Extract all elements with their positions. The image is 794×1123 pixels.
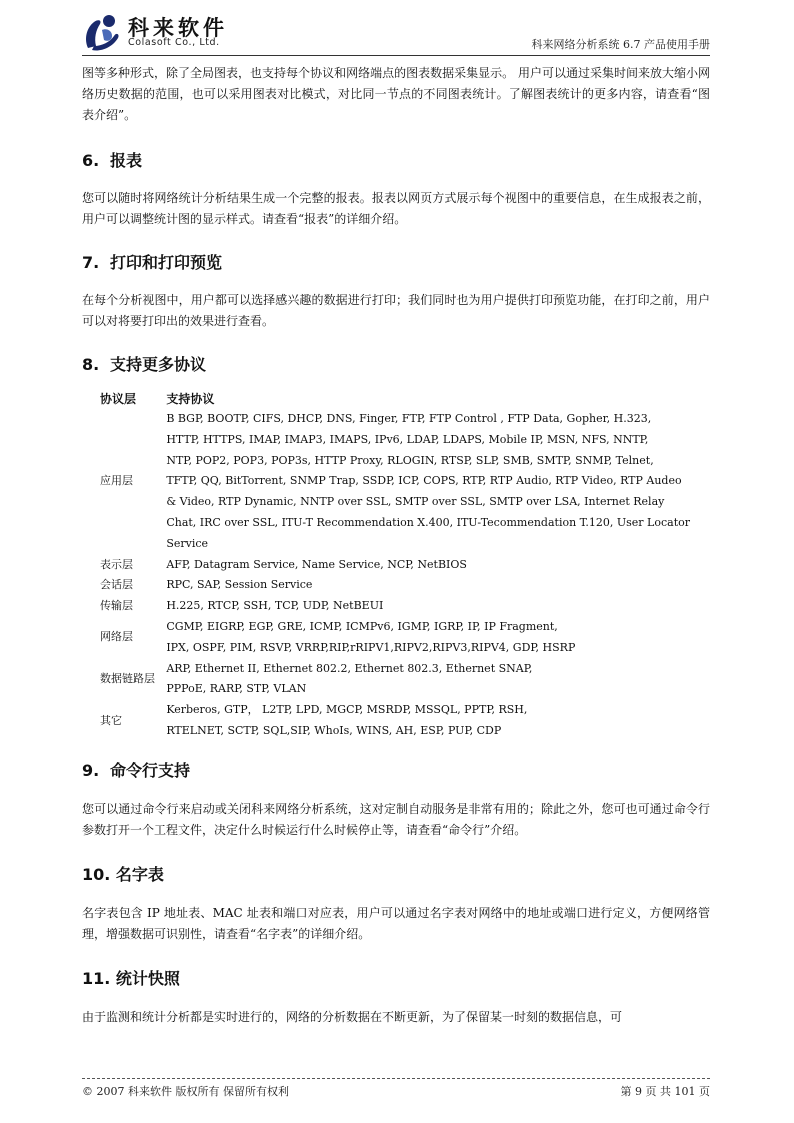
intro-paragraph: 图等多种形式，除了全局图表，也支持每个协议和网络端点的图表数据采集显示。 用户可以通过采集时间来放大缩小网络历史数据的范围，也可以采用图表对比模式，对比同一节点的不同图表统计。了解图表统计的更多内容，请查看“图表介绍”。	[82, 66, 710, 122]
section-paragraph: 您可以随时将网络统计分析结果生成一个完整的报表。报表以网页方式展示每个视图中的重要信息，在生成报表之前，用户可以调整统计图的显示样式。请查看“报表”的详细介绍。	[82, 191, 710, 226]
section-number: 6.	[82, 151, 100, 170]
protocol-line: RPC, SAP, Session Service	[166, 578, 313, 592]
protocol-line: IPX, OSPF, PIM, RSVP, VRRP,RIP,rRIPV1,RIPV2,RIPV3,RIPV4, GDP, HSRP	[166, 640, 576, 654]
protocol-line: Service	[166, 536, 209, 550]
section-number: 7.	[82, 253, 100, 272]
layer-cell: 传输层	[100, 599, 133, 613]
protocol-line: Kerberos, GTP， L2TP, LPD, MGCP, MSRDP, MSSQL, PPTP, RSH,	[166, 703, 528, 717]
protocol-line: CGMP, EIGRP, EGP, GRE, ICMP, ICMPv6, IGMP, IGRP, IP, IP Fragment,	[166, 619, 558, 633]
protocol-line: ARP, Ethernet II, Ethernet 802.2, Ethernet 802.3, Ethernet SNAP,	[166, 661, 533, 675]
protocols-cell	[166, 659, 690, 701]
layer-cell: 会话层	[100, 578, 133, 592]
logo-text-cn: 科来软件	[128, 16, 228, 40]
layer-cell: 其它	[100, 713, 122, 727]
protocol-line: TFTP, QQ, BitTorrent, SNMP Trap, SSDP, ICP, COPS, RTP, RTP Audio, RTP Video, RTP Audeo	[166, 474, 682, 488]
footer-divider	[82, 1078, 710, 1079]
section-heading-9	[82, 758, 710, 781]
table-row	[100, 617, 690, 659]
protocol-line: Chat, IRC over SSL, ITU-T Recommendation X.400, ITU-Tecommendation T.120, User Locator	[166, 515, 690, 529]
section-title: 打印和打印预览	[110, 253, 223, 272]
section-title: 命令行支持	[110, 760, 191, 780]
section-paragraph: 您可以通过命令行来启动或关闭科来网络分析系统，这对定制自动服务是非常有用的；除此之外，您可也可通过命令行参数打开一个工程文件，决定什么时候运行什么时候停止等，请查看“命令行”介绍。	[82, 801, 710, 837]
section-heading-10	[82, 862, 710, 885]
table-header-row	[100, 389, 690, 409]
section-heading-6	[82, 148, 710, 171]
protocols-cell	[166, 555, 690, 576]
header-title: 科来网络分析系统 6.7 产品使用手册	[531, 38, 710, 51]
table-row	[100, 596, 690, 617]
protocol-table	[100, 389, 690, 742]
logo-text-en: Colasoft Co., Ltd.	[128, 37, 220, 48]
table-row	[100, 659, 690, 701]
section-heading-7	[82, 250, 710, 273]
protocols-cell	[166, 617, 690, 659]
protocols-cell	[166, 575, 690, 596]
section-paragraph: 名字表包含 IP 地址表、MAC 址表和端口对应表，用户可以通过名字表对网络中的地址或端口进行定义，方便网络管理，增强数据可识别性，请查看“名字表”的详细介绍。	[82, 905, 710, 941]
section-paragraph: 在每个分析视图中，用户都可以选择感兴趣的数据进行打印；我们同时也为用户提供打印预览功能，在打印之前，用户可以对将要打印出的效果进行查看。	[82, 293, 710, 328]
layer-cell: 应用层	[100, 474, 133, 488]
protocol-line: B BGP, BOOTP, CIFS, DHCP, DNS, Finger, FTP, FTP Control , FTP Data, Gopher, H.323,	[166, 412, 652, 425]
table-row	[100, 555, 690, 576]
protocol-line: AFP, Datagram Service, Name Service, NCP, NetBIOS	[166, 557, 467, 571]
section-number: 11.	[82, 968, 111, 988]
protocol-line: HTTP, HTTPS, IMAP, IMAP3, IMAPS, IPv6, LDAP, LDAPS, Mobile IP, MSN, NFS, NNTP,	[166, 432, 649, 446]
page-content	[82, 63, 710, 1028]
protocol-line: H.225, RTCP, SSH, TCP, UDP, NetBEUI	[166, 599, 384, 613]
table-row	[100, 575, 690, 596]
protocols-cell	[166, 409, 690, 555]
column-header-protocols: 支持协议	[166, 392, 215, 406]
layer-cell: 表示层	[100, 557, 133, 571]
table-row	[100, 409, 690, 555]
colasoft-logo-icon	[82, 10, 122, 52]
section-heading-11	[82, 966, 710, 989]
protocols-cell	[166, 596, 690, 617]
section-title: 统计快照	[115, 968, 180, 988]
header-divider	[82, 55, 710, 56]
layer-cell: 数据链路层	[100, 671, 155, 685]
section-title: 报表	[110, 151, 143, 170]
table-row	[100, 700, 690, 742]
column-header-layer: 协议层	[100, 392, 137, 406]
section-number: 8.	[82, 355, 100, 374]
section-paragraph: 由于监测和统计分析都是实时进行的，网络的分析数据在不断更新，为了保留某一时刻的数据信息，可	[82, 1009, 623, 1024]
footer-page-number: 第 9 页 共 101 页	[620, 1085, 710, 1098]
protocol-line: & Video, RTP Dynamic, NNTP over SSL, SMTP over SSL, SMTP over LSA, Internet Relay	[166, 495, 665, 509]
section-title: 名字表	[115, 864, 164, 884]
protocol-line: PPPoE, RARP, STP, VLAN	[166, 682, 307, 696]
footer-copyright: © 2007 科来软件 版权所有 保留所有权利	[82, 1085, 289, 1098]
section-number: 10.	[82, 864, 111, 884]
protocols-cell	[166, 700, 690, 742]
protocol-line: RTELNET, SCTP, SQL,SIP, WhoIs, WINS, AH, ESP, PUP, CDP	[166, 723, 502, 737]
section-number: 9.	[82, 760, 100, 780]
section-heading-8	[82, 352, 710, 375]
page-header	[82, 10, 710, 56]
section-title: 支持更多协议	[110, 355, 207, 374]
layer-cell: 网络层	[100, 630, 133, 644]
protocol-line: NTP, POP2, POP3, POP3s, HTTP Proxy, RLOGIN, RTSP, SLP, SMB, SMTP, SNMP, Telnet,	[166, 453, 654, 467]
